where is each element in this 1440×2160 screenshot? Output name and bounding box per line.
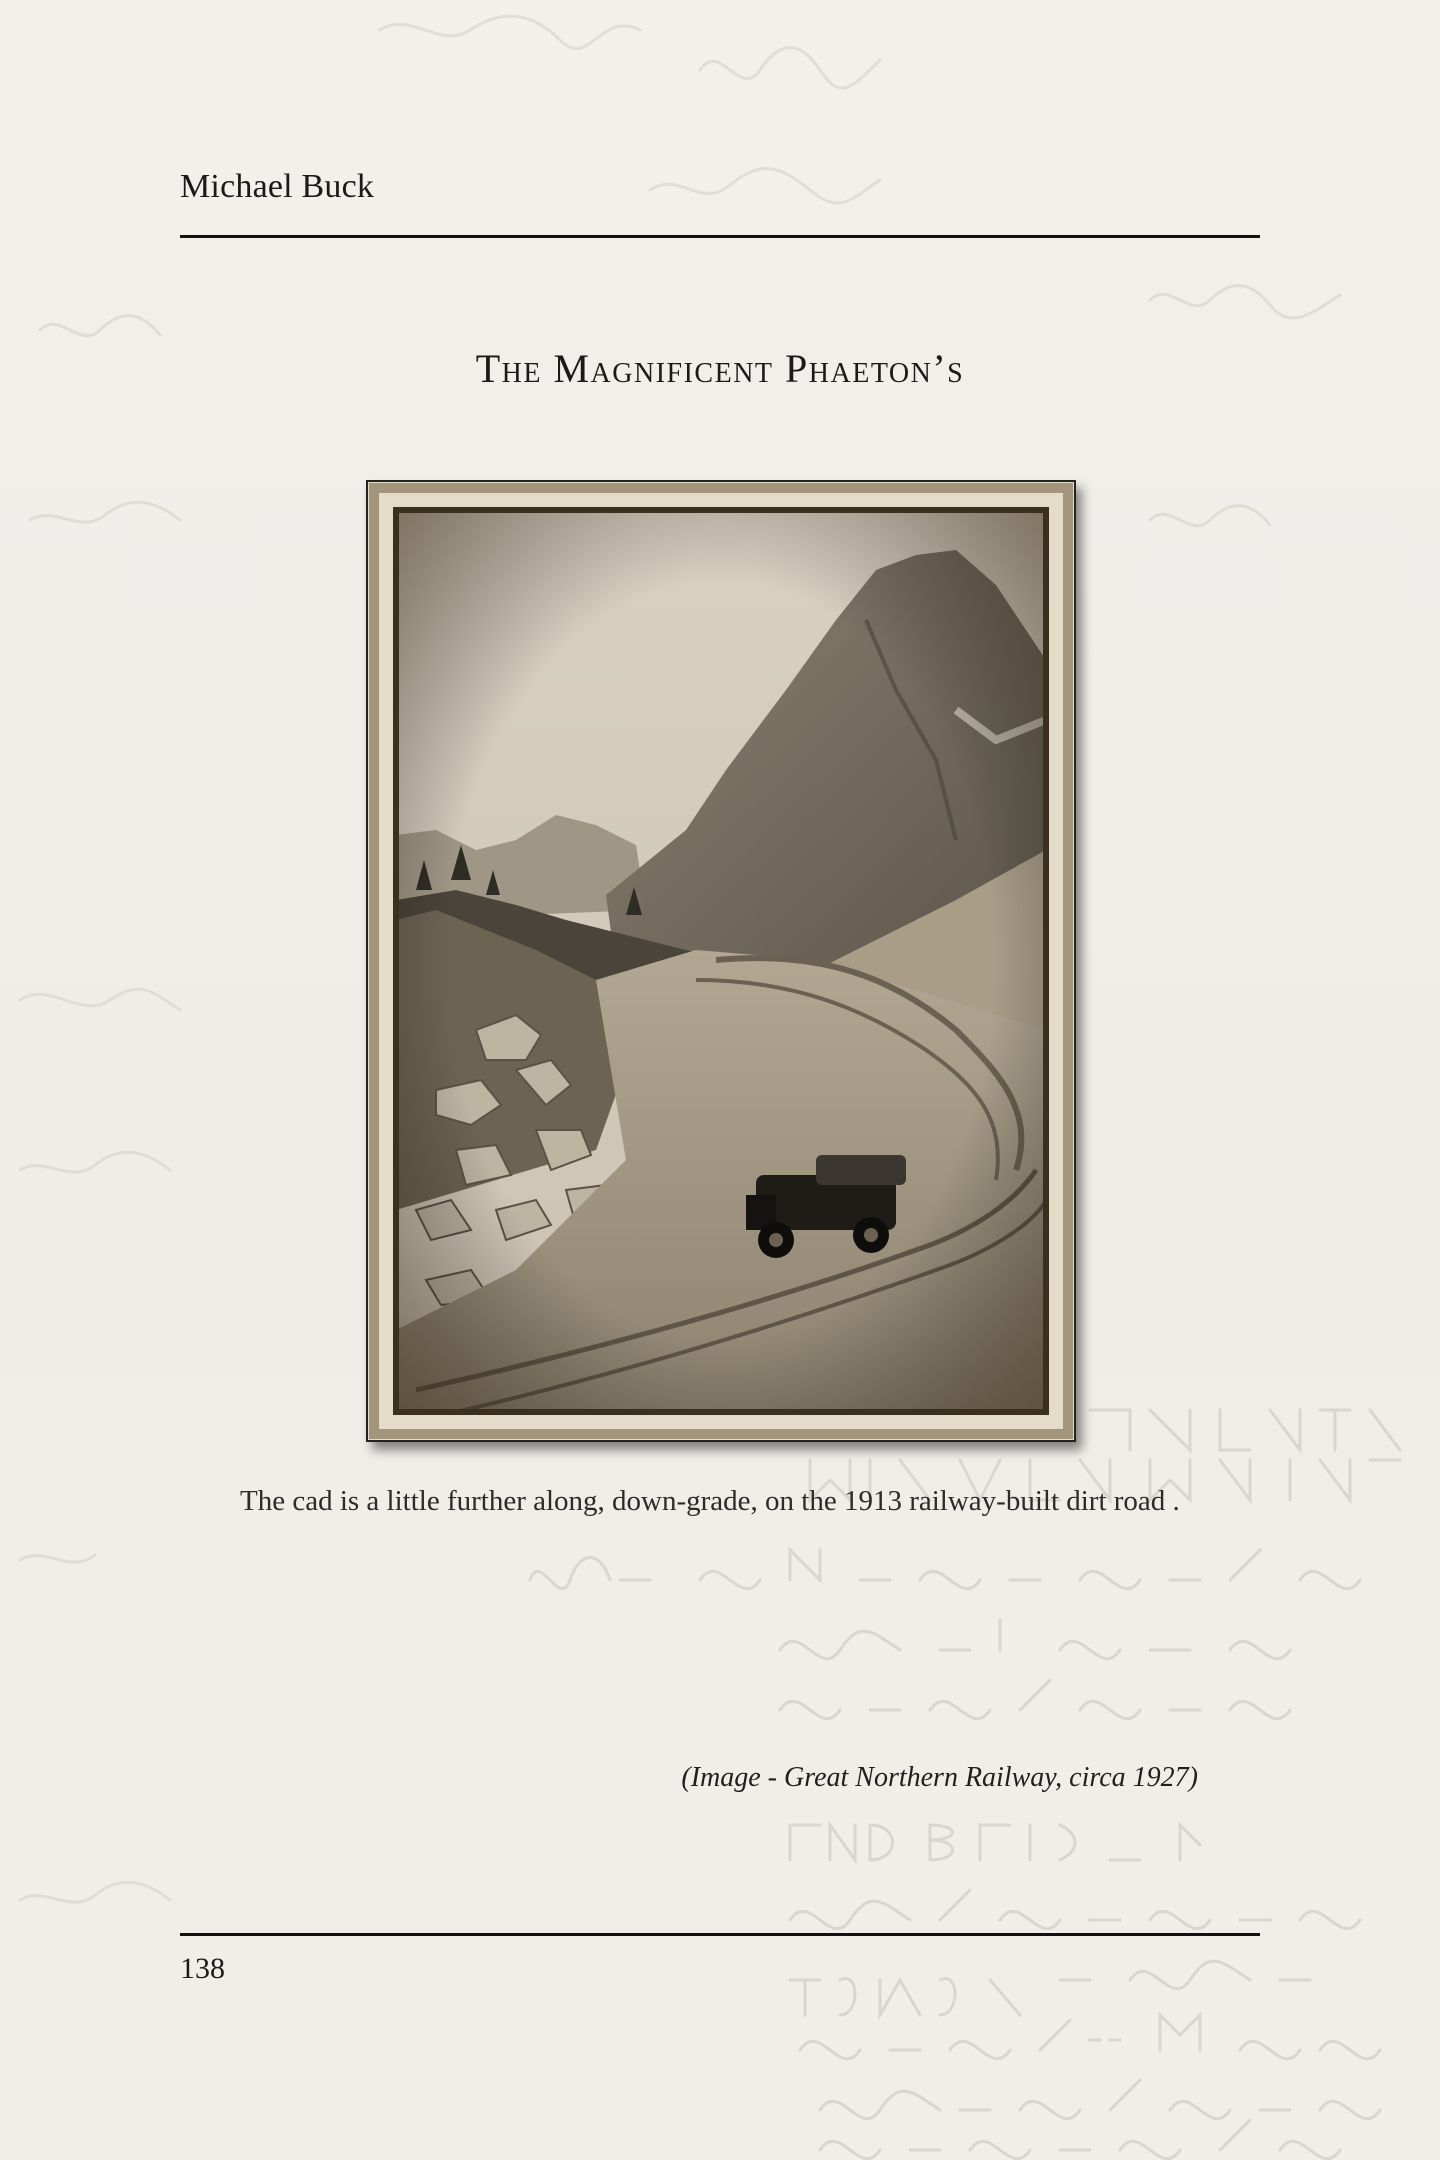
page-number: 138	[180, 1952, 225, 1985]
photo-frame	[366, 480, 1076, 1442]
chapter-title: The Magnificent Phaeton’s	[475, 346, 965, 391]
image-credit: (Image - Great Northern Railway, circa 1927)	[681, 1762, 1198, 1793]
figure-caption: The cad is a little further along, down-grade, on the 1913 railway-built dirt road .	[240, 1485, 1180, 1517]
running-header-author: Michael Buck	[180, 168, 375, 205]
footer-rule	[180, 1933, 1260, 1936]
vintage-photograph	[368, 482, 1074, 1440]
header-rule	[180, 235, 1260, 238]
